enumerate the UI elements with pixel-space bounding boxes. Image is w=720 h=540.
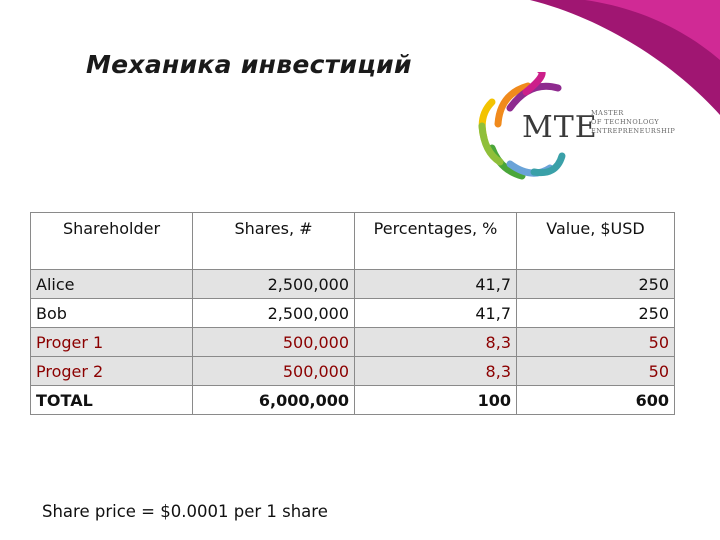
table-header-row [31, 213, 675, 270]
logo-subtitle-line: MASTER [591, 109, 624, 117]
cell-percent: 8,3 [355, 357, 517, 386]
cell-shareholder: Proger 1 [31, 328, 193, 357]
table-row [31, 299, 675, 328]
cell-shares: 2,500,000 [193, 270, 355, 299]
table-row [31, 270, 675, 299]
cell-value: 50 [517, 328, 675, 357]
logo-subtitle-line: OF TECHNOLOGY [591, 118, 660, 126]
cell-value: 250 [517, 299, 675, 328]
cell-percent: 8,3 [355, 328, 517, 357]
investment-table [30, 212, 675, 415]
cell-value: 250 [517, 270, 675, 299]
cell-shareholder: Bob [31, 299, 193, 328]
table-row [31, 357, 675, 386]
cell-shareholder: TOTAL [31, 386, 193, 415]
header-shareholder: Shareholder [31, 213, 193, 270]
cell-shares: 500,000 [193, 328, 355, 357]
cell-value: 50 [517, 357, 675, 386]
header-percentages: Percentages, % [355, 213, 517, 270]
cell-shares: 6,000,000 [193, 386, 355, 415]
cell-percent: 41,7 [355, 270, 517, 299]
logo-subtitle [591, 109, 675, 136]
cell-shares: 2,500,000 [193, 299, 355, 328]
logo-wordmark: MTE [522, 110, 598, 145]
share-price-note: Share price = $0.0001 per 1 share [42, 502, 328, 521]
cell-percent: 41,7 [355, 299, 517, 328]
logo-subtitle-line: ENTREPRENEURSHIP [591, 127, 676, 135]
table-total-row [31, 386, 675, 415]
slide-title: Механика инвестиций [86, 50, 412, 79]
cell-shares: 500,000 [193, 357, 355, 386]
cell-value: 600 [517, 386, 675, 415]
cell-percent: 100 [355, 386, 517, 415]
header-shares: Shares, # [193, 213, 355, 270]
table-row [31, 328, 675, 357]
cell-shareholder: Proger 2 [31, 357, 193, 386]
cell-shareholder: Alice [31, 270, 193, 299]
header-value: Value, $USD [517, 213, 675, 270]
